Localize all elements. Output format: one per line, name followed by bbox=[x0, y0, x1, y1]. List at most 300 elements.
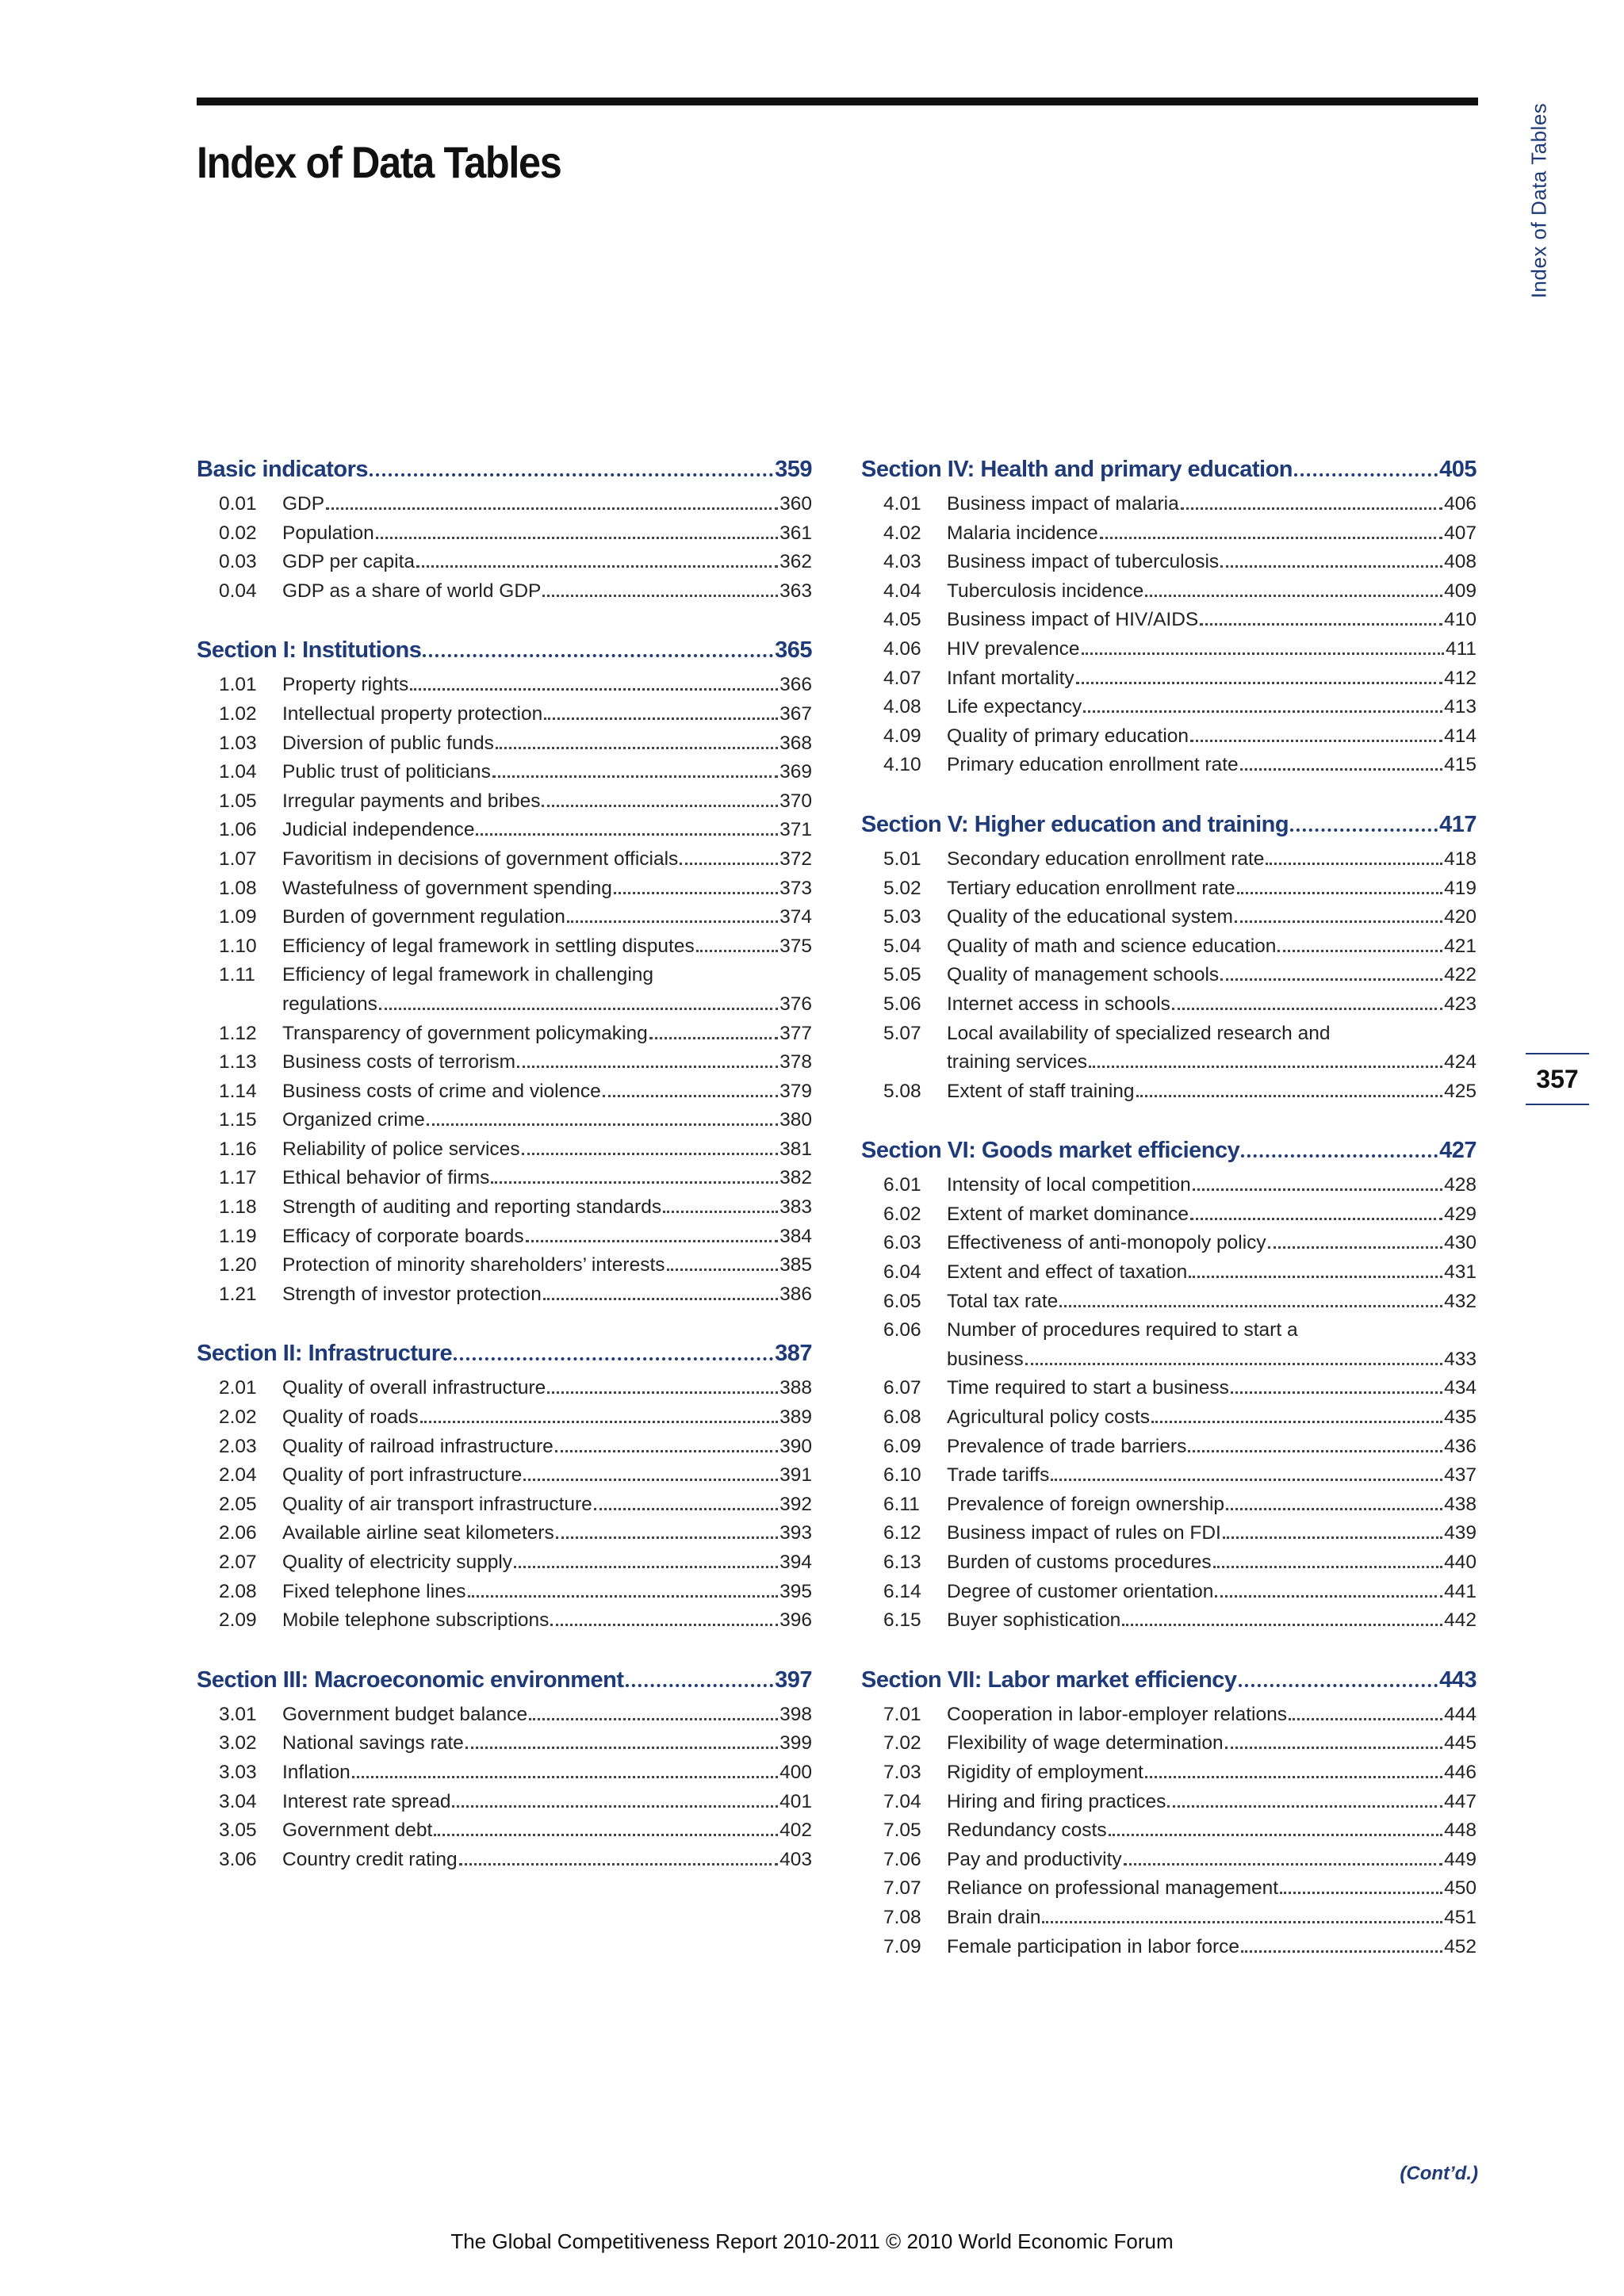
entry-title: Pay and productivity bbox=[947, 1848, 1122, 1870]
entry-title: Intensity of local competition bbox=[947, 1174, 1191, 1196]
footer: The Global Competitiveness Report 2010-2011 © 2010 World Economic Forum bbox=[450, 2229, 1174, 2253]
index-section bbox=[861, 452, 1477, 780]
dot-leader bbox=[1089, 1066, 1442, 1068]
dot-leader bbox=[1241, 1950, 1442, 1953]
entry-page-number: 394 bbox=[779, 1552, 812, 1573]
side-tab bbox=[1519, 95, 1559, 305]
index-entry[interactable] bbox=[197, 1164, 812, 1193]
index-entry[interactable] bbox=[861, 490, 1477, 519]
index-entry[interactable] bbox=[197, 1251, 812, 1280]
index-entry-continuation[interactable] bbox=[197, 990, 812, 1020]
entry-title: Effectiveness of anti-monopoly policy bbox=[947, 1232, 1266, 1254]
entry-title: Government budget balance bbox=[282, 1703, 528, 1725]
entry-number: 4.04 bbox=[883, 580, 921, 602]
entry-number: 0.04 bbox=[219, 580, 257, 602]
entry-title: Business impact of malaria bbox=[947, 493, 1179, 515]
section-heading[interactable] bbox=[197, 1336, 812, 1371]
dot-leader bbox=[544, 718, 778, 720]
section-heading[interactable] bbox=[197, 1663, 812, 1697]
entry-page-number: 396 bbox=[779, 1609, 812, 1632]
entry-page-number: 448 bbox=[1444, 1820, 1477, 1842]
index-entry[interactable] bbox=[861, 1374, 1477, 1403]
dot-leader bbox=[1076, 682, 1442, 684]
entry-title: Protection of minority shareholders’ interests bbox=[282, 1254, 665, 1276]
index-entry[interactable] bbox=[197, 1788, 812, 1817]
entry-title: Fixed telephone lines bbox=[282, 1580, 466, 1602]
index-entry[interactable] bbox=[197, 1548, 812, 1578]
entry-title: Primary education enrollment rate bbox=[947, 754, 1239, 776]
index-entry[interactable] bbox=[861, 961, 1477, 990]
index-entry[interactable] bbox=[197, 729, 812, 759]
entry-page-number: 407 bbox=[1444, 522, 1477, 544]
dot-leader bbox=[1190, 740, 1442, 742]
entry-page-number: 402 bbox=[779, 1820, 812, 1842]
dot-leader bbox=[1193, 1188, 1442, 1191]
entry-page-number: 425 bbox=[1444, 1080, 1477, 1102]
entry-number: 1.18 bbox=[219, 1196, 257, 1219]
index-entry[interactable] bbox=[861, 990, 1477, 1020]
dot-leader bbox=[649, 1037, 778, 1039]
entry-page-number: 442 bbox=[1444, 1609, 1477, 1632]
entry-page-number: 367 bbox=[779, 702, 812, 725]
entry-page-number: 424 bbox=[1444, 1051, 1477, 1073]
dot-leader bbox=[1122, 1624, 1442, 1626]
index-entry[interactable] bbox=[861, 903, 1477, 932]
entry-page-number: 388 bbox=[779, 1377, 812, 1399]
dot-leader bbox=[496, 747, 778, 749]
entry-number: 5.07 bbox=[883, 1022, 921, 1044]
dot-leader bbox=[523, 1479, 778, 1481]
dot-leader bbox=[514, 1566, 778, 1568]
entry-number: 3.04 bbox=[219, 1790, 257, 1812]
index-entry[interactable] bbox=[861, 606, 1477, 635]
index-entry[interactable] bbox=[861, 1020, 1477, 1049]
entry-page-number: 362 bbox=[779, 551, 812, 573]
index-entry[interactable] bbox=[861, 1729, 1477, 1758]
index-entry[interactable] bbox=[197, 577, 812, 607]
index-entry[interactable] bbox=[197, 1106, 812, 1135]
dot-leader bbox=[491, 1181, 778, 1184]
entry-title: Tertiary education enrollment rate bbox=[947, 877, 1235, 899]
dot-leader bbox=[1189, 1276, 1442, 1278]
section-heading[interactable] bbox=[861, 807, 1477, 842]
entry-title: Intellectual property protection bbox=[282, 702, 543, 725]
entry-page-number: 409 bbox=[1444, 580, 1477, 602]
dot-leader bbox=[416, 565, 778, 568]
entry-title: Quality of primary education bbox=[947, 725, 1189, 747]
index-entry[interactable] bbox=[861, 577, 1477, 607]
continued-label: (Cont’d.) bbox=[1400, 2163, 1478, 2184]
entry-page-number: 375 bbox=[779, 935, 812, 957]
index-entry[interactable] bbox=[861, 1433, 1477, 1462]
index-entry[interactable] bbox=[197, 845, 812, 874]
index-entry[interactable] bbox=[197, 1519, 812, 1548]
entry-number: 0.02 bbox=[219, 522, 257, 544]
entry-number: 6.01 bbox=[883, 1174, 921, 1196]
entry-title: Efficacy of corporate boards bbox=[282, 1225, 524, 1247]
dot-leader bbox=[1083, 710, 1442, 713]
index-entry[interactable] bbox=[197, 1433, 812, 1462]
dot-leader bbox=[680, 863, 778, 865]
entry-title: Time required to start a business bbox=[947, 1377, 1229, 1399]
index-entry[interactable] bbox=[197, 932, 812, 962]
section-title: Section I: Institutions bbox=[197, 637, 422, 664]
entry-page-number: 406 bbox=[1444, 493, 1477, 515]
dot-leader bbox=[1239, 1684, 1438, 1687]
entry-title: regulations bbox=[282, 993, 377, 1015]
index-entry[interactable] bbox=[861, 664, 1477, 694]
index-entry[interactable] bbox=[197, 816, 812, 845]
section-heading[interactable] bbox=[861, 1663, 1477, 1697]
index-entry[interactable] bbox=[861, 722, 1477, 752]
dot-leader bbox=[1188, 1450, 1442, 1452]
entry-title: Quality of management schools bbox=[947, 964, 1220, 986]
section-page-number: 387 bbox=[775, 1341, 812, 1367]
entry-number: 6.12 bbox=[883, 1522, 921, 1544]
entry-number: 2.01 bbox=[219, 1377, 257, 1399]
entry-page-number: 400 bbox=[779, 1761, 812, 1783]
index-entry[interactable] bbox=[861, 1606, 1477, 1636]
entry-number: 5.05 bbox=[883, 964, 921, 986]
entry-number: 4.03 bbox=[883, 551, 921, 573]
entry-title: Efficiency of legal framework in settling disputes bbox=[282, 935, 695, 957]
dot-leader bbox=[1042, 1921, 1442, 1923]
dot-leader bbox=[1100, 537, 1442, 539]
dot-leader bbox=[1190, 1218, 1442, 1220]
entry-page-number: 374 bbox=[779, 906, 812, 928]
entry-page-number: 418 bbox=[1444, 848, 1477, 870]
index-entry[interactable] bbox=[197, 1578, 812, 1607]
index-entry[interactable] bbox=[197, 519, 812, 549]
entry-number: 5.03 bbox=[883, 906, 921, 928]
entry-number: 7.09 bbox=[883, 1935, 921, 1957]
dot-leader bbox=[492, 775, 778, 778]
index-entry[interactable] bbox=[197, 961, 812, 990]
section-heading[interactable] bbox=[197, 452, 812, 487]
dot-leader bbox=[423, 654, 773, 657]
dot-leader bbox=[379, 1008, 778, 1010]
entry-page-number: 415 bbox=[1444, 754, 1477, 776]
index-entry[interactable] bbox=[197, 490, 812, 519]
entry-page-number: 441 bbox=[1444, 1580, 1477, 1602]
entry-page-number: 393 bbox=[779, 1522, 812, 1544]
entry-page-number: 420 bbox=[1444, 906, 1477, 928]
entry-title: Strength of auditing and reporting standards bbox=[282, 1196, 662, 1219]
entry-title: Total tax rate bbox=[947, 1290, 1059, 1312]
entry-page-number: 450 bbox=[1444, 1877, 1477, 1900]
entry-number: 6.09 bbox=[883, 1435, 921, 1457]
entry-title: Available airline seat kilometers bbox=[282, 1522, 554, 1544]
entry-page-number: 371 bbox=[779, 819, 812, 841]
entry-number: 4.06 bbox=[883, 637, 921, 660]
dot-leader bbox=[1268, 1246, 1442, 1249]
section-page-number: 427 bbox=[1439, 1138, 1477, 1164]
index-entry[interactable] bbox=[861, 1578, 1477, 1607]
entry-title: Quality of math and science education bbox=[947, 935, 1277, 957]
entry-number: 1.06 bbox=[219, 819, 257, 841]
index-entry[interactable] bbox=[197, 700, 812, 729]
dot-leader bbox=[1226, 1508, 1442, 1510]
entry-title: Female participation in labor force bbox=[947, 1935, 1240, 1957]
entry-title: Judicial independence bbox=[282, 819, 475, 841]
dot-leader bbox=[1145, 595, 1442, 597]
entry-title: Business impact of rules on FDI bbox=[947, 1522, 1221, 1544]
entry-page-number: 403 bbox=[779, 1848, 812, 1870]
index-entry[interactable] bbox=[197, 1816, 812, 1846]
index-entry[interactable] bbox=[197, 758, 812, 787]
section-heading[interactable] bbox=[861, 1133, 1477, 1168]
dot-leader bbox=[555, 1450, 778, 1452]
section-heading[interactable] bbox=[197, 633, 812, 668]
dot-leader bbox=[626, 1684, 774, 1687]
index-entry[interactable] bbox=[861, 1548, 1477, 1578]
entry-number: 6.11 bbox=[883, 1493, 920, 1515]
dot-leader bbox=[468, 1595, 779, 1598]
dot-leader bbox=[459, 1863, 779, 1866]
dot-leader bbox=[427, 1123, 778, 1126]
section-title: Basic indicators bbox=[197, 457, 369, 482]
index-entry[interactable] bbox=[197, 1077, 812, 1107]
index-entry[interactable] bbox=[197, 1223, 812, 1252]
entry-number: 2.03 bbox=[219, 1435, 257, 1457]
entry-page-number: 439 bbox=[1444, 1522, 1477, 1544]
index-entry[interactable] bbox=[197, 874, 812, 904]
entry-page-number: 451 bbox=[1444, 1906, 1477, 1928]
entry-title: Extent of market dominance bbox=[947, 1203, 1189, 1225]
entry-page-number: 445 bbox=[1444, 1732, 1477, 1755]
index-entry[interactable] bbox=[197, 1729, 812, 1758]
dot-leader bbox=[1059, 1305, 1442, 1307]
index-entry[interactable] bbox=[861, 1077, 1477, 1107]
entry-title: Infant mortality bbox=[947, 667, 1074, 689]
entry-page-number: 372 bbox=[779, 848, 812, 870]
index-entry[interactable] bbox=[197, 1758, 812, 1788]
index-entry[interactable] bbox=[861, 1701, 1477, 1730]
entry-number: 6.02 bbox=[883, 1203, 921, 1225]
entry-number: 6.15 bbox=[883, 1609, 921, 1632]
left-column bbox=[197, 452, 812, 1901]
entry-number: 7.01 bbox=[883, 1703, 921, 1725]
entry-number: 5.02 bbox=[883, 877, 921, 899]
index-entry[interactable] bbox=[861, 1258, 1477, 1288]
index-entry[interactable] bbox=[861, 1846, 1477, 1875]
entry-number: 0.01 bbox=[219, 493, 257, 515]
index-section bbox=[861, 807, 1477, 1106]
dot-leader bbox=[454, 1357, 773, 1360]
entry-page-number: 392 bbox=[779, 1493, 812, 1515]
dot-leader bbox=[1145, 1776, 1442, 1778]
entry-title: Business costs of crime and violence bbox=[282, 1080, 601, 1102]
index-entry[interactable] bbox=[861, 1200, 1477, 1230]
dot-leader bbox=[1109, 1834, 1443, 1836]
entry-title: Transparency of government policymaking bbox=[282, 1022, 648, 1044]
entry-page-number: 444 bbox=[1444, 1703, 1477, 1725]
entry-title: Flexibility of wage determination bbox=[947, 1732, 1224, 1755]
entry-page-number: 434 bbox=[1444, 1377, 1477, 1399]
entry-number: 1.02 bbox=[219, 702, 257, 725]
index-entry[interactable] bbox=[861, 1316, 1477, 1345]
index-entry-continuation[interactable] bbox=[861, 1345, 1477, 1375]
entry-page-number: 384 bbox=[779, 1225, 812, 1247]
entry-title: Business costs of terrorism bbox=[282, 1051, 516, 1073]
entry-title: Secondary education enrollment rate bbox=[947, 848, 1265, 870]
index-entry[interactable] bbox=[861, 519, 1477, 549]
entry-title: Public trust of politicians bbox=[282, 761, 491, 783]
dot-leader bbox=[1289, 1718, 1442, 1720]
entry-number: 1.11 bbox=[219, 964, 255, 986]
entry-title: Population bbox=[282, 522, 374, 544]
dot-leader bbox=[696, 950, 778, 952]
index-section bbox=[197, 633, 812, 1309]
index-entry[interactable] bbox=[861, 1403, 1477, 1433]
entry-title: Irregular payments and bribes bbox=[282, 790, 541, 812]
entry-title: Trade tariffs bbox=[947, 1464, 1050, 1487]
top-rule bbox=[197, 98, 1478, 105]
index-entry[interactable] bbox=[861, 1519, 1477, 1548]
entry-title: Buyer sophistication bbox=[947, 1609, 1121, 1632]
index-entry[interactable] bbox=[197, 1020, 812, 1049]
entry-number: 7.02 bbox=[883, 1732, 921, 1755]
entry-title: Ethical behavior of firms bbox=[282, 1167, 490, 1189]
index-entry[interactable] bbox=[197, 1606, 812, 1636]
index-entry[interactable] bbox=[861, 1788, 1477, 1817]
entry-page-number: 381 bbox=[779, 1138, 812, 1160]
section-heading[interactable] bbox=[861, 452, 1477, 487]
entry-number: 5.01 bbox=[883, 848, 921, 870]
entry-number: 6.13 bbox=[883, 1552, 921, 1573]
index-entry[interactable] bbox=[861, 1171, 1477, 1200]
entry-title: Quality of the educational system bbox=[947, 906, 1233, 928]
entry-number: 1.09 bbox=[219, 906, 257, 928]
index-entry[interactable] bbox=[861, 751, 1477, 780]
index-entry[interactable] bbox=[861, 693, 1477, 722]
entry-title: Government debt bbox=[282, 1820, 433, 1842]
entry-title: Burden of government regulation bbox=[282, 906, 565, 928]
index-entry[interactable] bbox=[861, 1816, 1477, 1846]
entry-number: 0.03 bbox=[219, 551, 257, 573]
dot-leader bbox=[434, 1834, 778, 1836]
entry-title: business bbox=[947, 1348, 1024, 1370]
dot-leader bbox=[1240, 768, 1442, 771]
index-entry[interactable] bbox=[197, 1048, 812, 1077]
right-column bbox=[861, 452, 1477, 1988]
index-entry[interactable] bbox=[197, 1846, 812, 1875]
index-entry[interactable] bbox=[197, 548, 812, 577]
dot-leader bbox=[1266, 863, 1442, 865]
dot-leader bbox=[663, 1211, 778, 1213]
section-page-number: 365 bbox=[775, 637, 812, 664]
entry-title: Interest rate spread bbox=[282, 1790, 451, 1812]
index-entry[interactable] bbox=[861, 932, 1477, 962]
index-entry[interactable] bbox=[197, 1193, 812, 1223]
entry-number: 1.14 bbox=[219, 1080, 257, 1102]
entry-number: 4.01 bbox=[883, 493, 921, 515]
index-entry[interactable] bbox=[197, 787, 812, 817]
entry-page-number: 379 bbox=[779, 1080, 812, 1102]
entry-title: Quality of electricity supply bbox=[282, 1552, 513, 1573]
dot-leader bbox=[547, 1391, 778, 1394]
index-entry[interactable] bbox=[861, 874, 1477, 904]
index-entry[interactable] bbox=[861, 1288, 1477, 1317]
index-entry[interactable] bbox=[861, 1904, 1477, 1933]
index-entry[interactable] bbox=[861, 845, 1477, 874]
index-entry[interactable] bbox=[861, 1758, 1477, 1788]
entry-title: Prevalence of foreign ownership bbox=[947, 1493, 1225, 1515]
entry-number: 6.14 bbox=[883, 1580, 921, 1602]
dot-leader bbox=[556, 1536, 778, 1539]
entry-number: 4.08 bbox=[883, 696, 921, 718]
entry-title: Reliance on professional management bbox=[947, 1877, 1279, 1900]
entry-page-number: 391 bbox=[779, 1464, 812, 1487]
index-entry[interactable] bbox=[197, 1403, 812, 1433]
index-entry[interactable] bbox=[197, 1374, 812, 1403]
dot-leader bbox=[370, 473, 773, 476]
index-entry[interactable] bbox=[861, 1461, 1477, 1490]
index-entry[interactable] bbox=[861, 1490, 1477, 1520]
entry-page-number: 437 bbox=[1444, 1464, 1477, 1487]
index-entry[interactable] bbox=[197, 1461, 812, 1490]
index-section bbox=[197, 1336, 812, 1635]
entry-title: Cooperation in labor-employer relations bbox=[947, 1703, 1287, 1725]
entry-title: training services bbox=[947, 1051, 1088, 1073]
entry-title: Degree of customer orientation bbox=[947, 1580, 1214, 1602]
section-title: Section IV: Health and primary education bbox=[861, 457, 1293, 482]
entry-page-number: 421 bbox=[1444, 935, 1477, 957]
entry-page-number: 382 bbox=[779, 1167, 812, 1189]
index-entry[interactable] bbox=[197, 1490, 812, 1520]
entry-number: 2.06 bbox=[219, 1522, 257, 1544]
dot-leader bbox=[522, 1153, 779, 1155]
entry-page-number: 446 bbox=[1444, 1761, 1477, 1783]
index-entry-continuation[interactable] bbox=[861, 1048, 1477, 1077]
entry-title: GDP per capita bbox=[282, 551, 416, 573]
index-entry[interactable] bbox=[861, 1874, 1477, 1904]
entry-page-number: 363 bbox=[779, 580, 812, 602]
index-entry[interactable] bbox=[197, 1701, 812, 1730]
dot-leader bbox=[1220, 978, 1442, 981]
side-tab-label: Index of Data Tables bbox=[1526, 102, 1551, 298]
index-entry[interactable] bbox=[197, 903, 812, 932]
entry-number: 3.05 bbox=[219, 1820, 257, 1842]
entry-number: 4.02 bbox=[883, 522, 921, 544]
entry-number: 3.03 bbox=[219, 1761, 257, 1783]
entry-page-number: 368 bbox=[779, 732, 812, 754]
entry-number: 3.01 bbox=[219, 1703, 257, 1725]
dot-leader bbox=[542, 595, 778, 597]
dot-leader bbox=[1151, 1421, 1442, 1423]
index-entry[interactable] bbox=[861, 1933, 1477, 1962]
dot-leader bbox=[1082, 652, 1444, 655]
entry-page-number: 428 bbox=[1444, 1174, 1477, 1196]
entry-title: Redundancy costs bbox=[947, 1820, 1107, 1842]
entry-title: Quality of roads bbox=[282, 1406, 419, 1429]
entry-number: 1.13 bbox=[219, 1051, 257, 1073]
index-entry[interactable] bbox=[861, 548, 1477, 577]
entry-number: 7.07 bbox=[883, 1877, 921, 1900]
index-entry[interactable] bbox=[197, 671, 812, 700]
index-entry[interactable] bbox=[197, 1280, 812, 1310]
index-entry[interactable] bbox=[861, 635, 1477, 664]
index-section bbox=[861, 1133, 1477, 1636]
entry-title: Internet access in schools bbox=[947, 993, 1170, 1015]
index-entry[interactable] bbox=[861, 1229, 1477, 1258]
entry-title: Business impact of tuberculosis bbox=[947, 551, 1220, 573]
dot-leader bbox=[1025, 1363, 1442, 1365]
entry-number: 1.10 bbox=[219, 935, 257, 957]
dot-leader bbox=[1231, 1391, 1442, 1394]
dot-leader bbox=[1215, 1595, 1442, 1598]
index-entry[interactable] bbox=[197, 1135, 812, 1165]
